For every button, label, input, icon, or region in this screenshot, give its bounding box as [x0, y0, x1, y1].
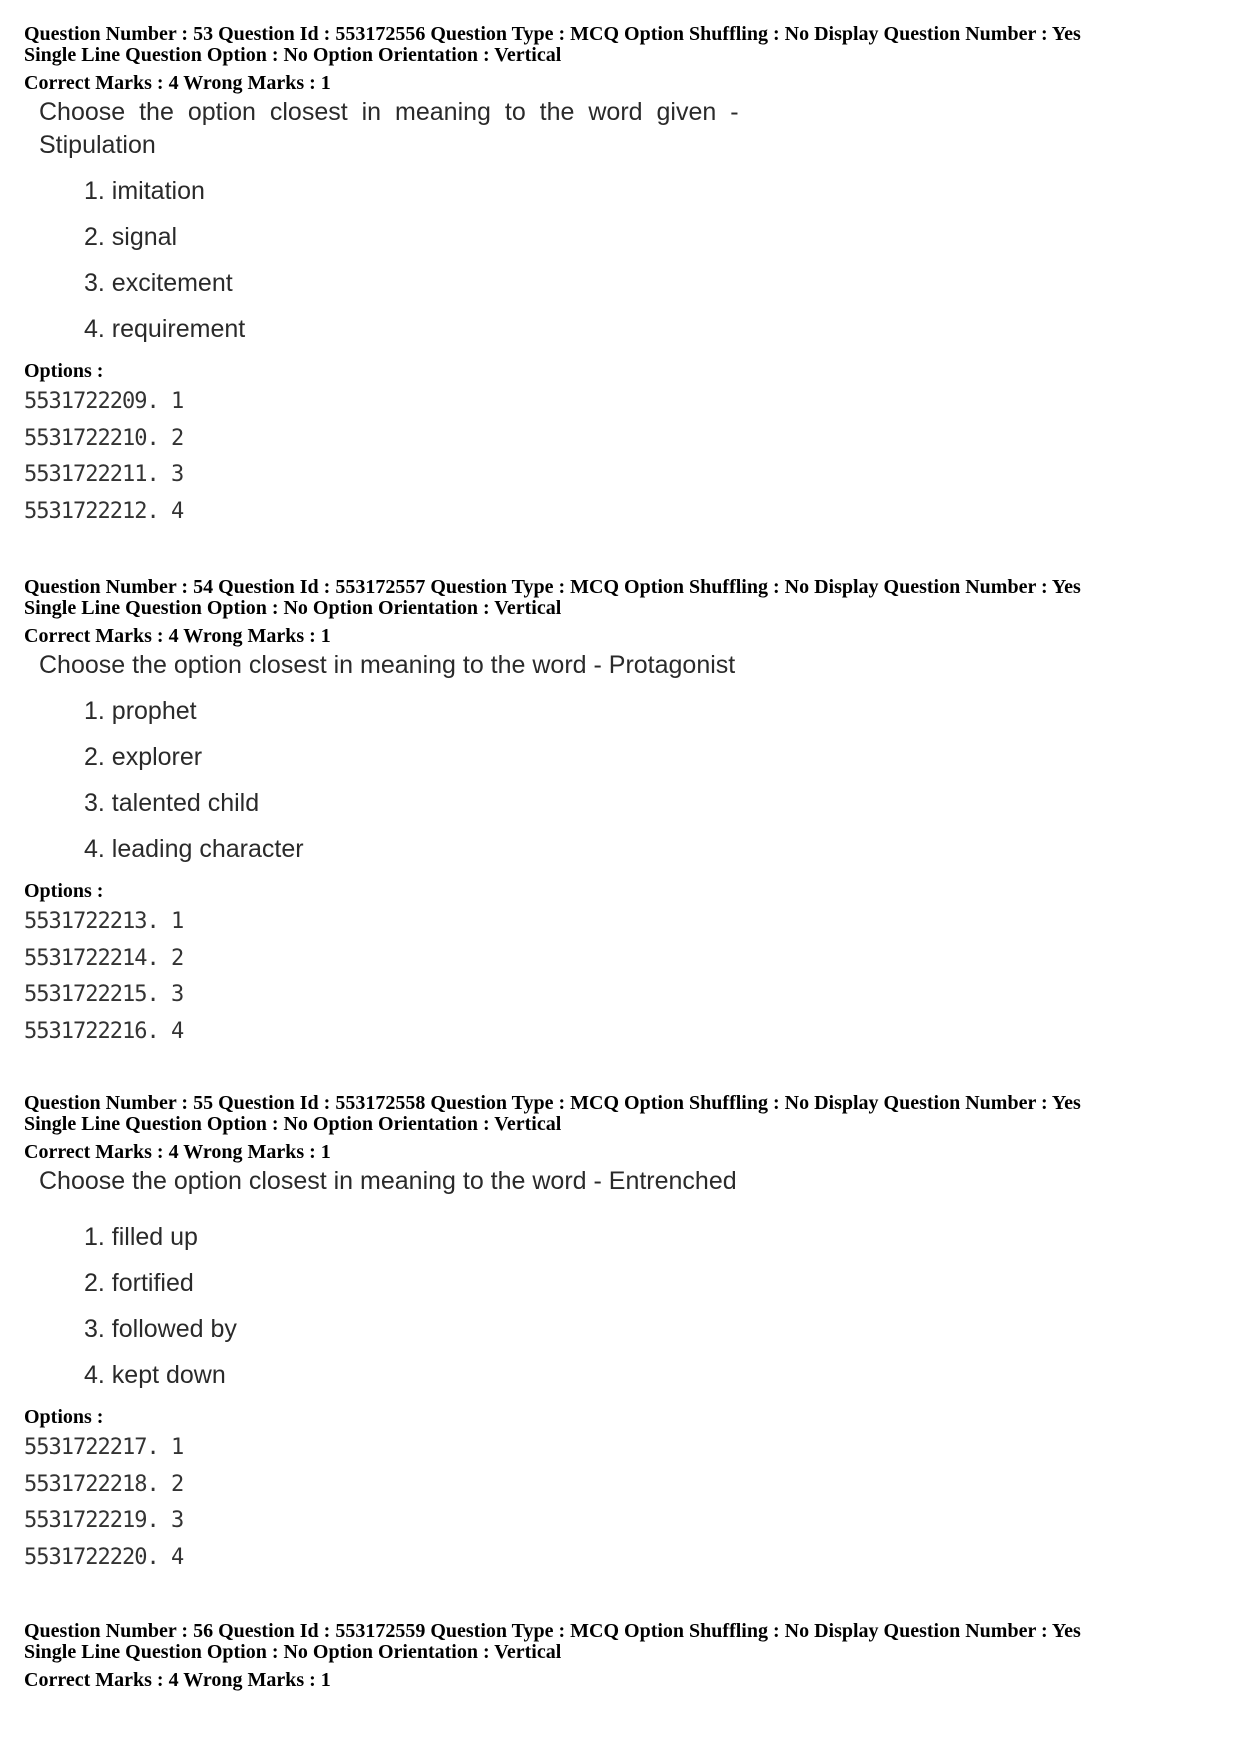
question-meta-orientation: Single Line Question Option : No Option Orientation : Vertical: [24, 597, 562, 619]
answer-choice: 2. signal: [84, 223, 178, 251]
question-meta: Question Number : 56 Question Id : 553172559 Question Type : MCQ Option Shuffling : No Display Question Number : Yes: [24, 1620, 1081, 1642]
answer-choice: 4. requirement: [84, 315, 246, 343]
answer-choice: 4. leading character: [84, 835, 304, 863]
question-marks: Correct Marks : 4 Wrong Marks : 1: [24, 1669, 331, 1691]
option-id-list: [24, 384, 1224, 530]
question-text: [39, 649, 1224, 682]
question-meta-orientation: Single Line Question Option : No Option Orientation : Vertical: [24, 1113, 562, 1135]
answer-choice: 3. excitement: [84, 269, 233, 297]
answer-choice: 1. prophet: [84, 697, 197, 725]
question-text-line: Choose the option closest in meaning to the word - Entrenched: [39, 1167, 737, 1195]
question-marks: Correct Marks : 4 Wrong Marks : 1: [24, 72, 331, 94]
answer-choices: [84, 688, 1224, 872]
question-meta-orientation: Single Line Question Option : No Option Orientation : Vertical: [24, 44, 562, 66]
option-id-list: [24, 1430, 1224, 1576]
options-label: Options :: [24, 880, 104, 902]
answer-choices: [84, 1214, 1224, 1398]
option-id-row: 5531722220. 4: [24, 1544, 184, 1570]
answer-choice: 2. fortified: [84, 1269, 194, 1297]
question-53: [24, 24, 1224, 530]
question-meta: Question Number : 53 Question Id : 553172556 Question Type : MCQ Option Shuffling : No Display Question Number : Yes: [24, 23, 1081, 45]
question-meta-orientation: Single Line Question Option : No Option Orientation : Vertical: [24, 1641, 562, 1663]
question-text: [39, 1165, 1224, 1198]
question-marks: Correct Marks : 4 Wrong Marks : 1: [24, 1141, 331, 1163]
answer-choice: 2. explorer: [84, 743, 203, 771]
answer-choice: 1. filled up: [84, 1223, 198, 1251]
question-text-word: Stipulation: [39, 131, 156, 159]
option-id-row: 5531722218. 2: [24, 1471, 184, 1497]
option-id-row: 5531722217. 1: [24, 1435, 184, 1460]
option-id-row: 5531722219. 3: [24, 1508, 184, 1533]
option-id-list: [24, 904, 1224, 1050]
answer-choice: 3. followed by: [84, 1315, 237, 1343]
option-id-row: 5531722215. 3: [24, 982, 184, 1007]
options-label: Options :: [24, 1406, 104, 1428]
question-meta: Question Number : 54 Question Id : 553172557 Question Type : MCQ Option Shuffling : No Display Question Number : Yes: [24, 576, 1081, 598]
question-marks: Correct Marks : 4 Wrong Marks : 1: [24, 625, 331, 647]
option-id-row: 5531722216. 4: [24, 1018, 184, 1044]
question-text-line: Choose the option closest in meaning to the word - Protagonist: [39, 651, 736, 679]
option-id-row: 5531722212. 4: [24, 498, 184, 524]
answer-choice: 3. talented child: [84, 789, 260, 817]
question-56: [24, 1621, 1224, 1690]
answer-choice: 4. kept down: [84, 1361, 226, 1389]
question-text: [39, 96, 1224, 162]
option-id-row: 5531722214. 2: [24, 945, 184, 971]
option-id-row: 5531722211. 3: [24, 462, 184, 487]
answer-choice: 1. imitation: [84, 177, 205, 205]
question-55: [24, 1093, 1224, 1576]
option-id-row: 5531722213. 1: [24, 909, 184, 934]
answer-choices: [84, 168, 1224, 352]
question-text-line: Choose the option closest in meaning to the word given -: [39, 98, 739, 126]
question-meta: Question Number : 55 Question Id : 553172558 Question Type : MCQ Option Shuffling : No Display Question Number : Yes: [24, 1092, 1081, 1114]
question-54: [24, 577, 1224, 1050]
options-label: Options :: [24, 360, 104, 382]
option-id-row: 5531722210. 2: [24, 425, 184, 451]
option-id-row: 5531722209. 1: [24, 389, 184, 414]
